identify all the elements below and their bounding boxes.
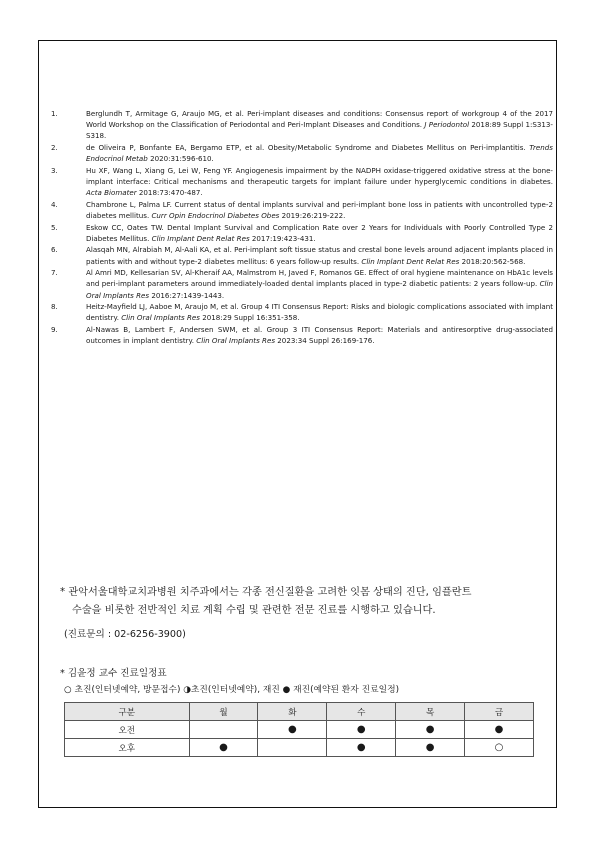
reference-citation: 2018:20:562-568. <box>461 256 526 266</box>
reference-item <box>51 301 553 323</box>
reference-text: Al-Nawas B, Lambert F, Andersen SWM, et al. Group 3 ITI Consensus Report: Materials and antiresorptive drug-associated outcomes in implant dentistry. <box>86 324 553 346</box>
schedule-title: * 김윤정 교수 진료일정표 <box>60 668 167 679</box>
reference-journal: Curr Opin Endocrinol Diabetes Obes <box>151 211 280 220</box>
reference-journal: Clin Implant Dent Relat Res <box>151 233 250 243</box>
reference-text: Hu XF, Wang L, Xiang G, Lei W, Feng YF. Angiogenesis impairment by the NADPH oxidase-triggered oxidative stress at the bone-implant interface: Critical mechanisms and therapeutic targets for implant failure under hyperglycemic conditions in diabetes. <box>86 165 553 186</box>
header-thu: 목 <box>396 703 465 721</box>
reference-text: Chambrone L, Palma LF. Current status of dental implants survival and peri-implant bone loss in patients with uncontrolled type-2 diabetes mellitus. <box>86 199 553 220</box>
reference-text: Eskow CC, Oates TW. Dental Implant Survival and Complication Rate over 2 Years for Individuals with Poorly Controlled Type 2 Diabetes Mellitus. <box>86 222 553 243</box>
reference-item <box>51 267 553 301</box>
schedule-cell: ● <box>396 739 465 757</box>
header-wed: 수 <box>327 703 396 721</box>
row-label: 오후 <box>65 739 190 757</box>
reference-journal: Trends Endocrinol Metab <box>86 143 553 164</box>
reference-citation: 2017:19:423-431. <box>251 233 316 243</box>
header-tue: 화 <box>258 703 327 721</box>
reference-text: Al Amri MD, Kellesarian SV, Al-Kheraif AA, Malmstrom H, Javed F, Romanos GE. Effect of oral hygiene maintenance on HbA1c levels and peri-implant parameters around immediately-loaded dental implants placed in type-2 diabetic patients: 2 years follow-up. <box>86 268 553 289</box>
row-label: 오전 <box>65 721 190 739</box>
notice-line-2: 수술을 비롯한 전반적인 치료 계획 수립 및 관련한 전문 진료를 시행하고 있습니다. <box>72 604 436 616</box>
reference-journal: Acta Biomater <box>86 188 137 198</box>
reference-number: 6. <box>51 245 58 255</box>
reference-number: 9. <box>51 324 58 334</box>
reference-journal: Clin Oral Implants Res <box>121 313 200 323</box>
reference-item <box>51 165 553 199</box>
reference-number: 4. <box>51 199 58 209</box>
header-mon: 월 <box>189 703 258 721</box>
schedule-table <box>64 702 534 757</box>
clinic-notice <box>60 584 550 619</box>
schedule-cell: ● <box>327 739 396 757</box>
reference-citation: 2018:29 Suppl 16:351-358. <box>202 313 300 323</box>
schedule-cell: ● <box>189 739 258 757</box>
schedule-cell: ○ <box>465 739 534 757</box>
reference-citation: 2018:73:470-487. <box>138 188 203 198</box>
reference-text: Berglundh T, Armitage G, Araujo MG, et al. Peri-implant diseases and conditions: Consensus report of workgroup 4 of the 2017 World Workshop on the Classification of Periodontal and Peri-Implant Diseases and Conditions. <box>86 109 553 130</box>
reference-text: Heitz-Mayfield LJ, Aaboe M, Araujo M, et al. Group 4 ITI Consensus Report: Risks and biologic complications associated with implant dentistry. <box>86 302 553 323</box>
reference-number: 1. <box>51 109 58 118</box>
reference-citation: 2018:89 Suppl 1:S313-S318. <box>86 120 553 141</box>
schedule-row-morning <box>65 721 534 739</box>
reference-citation: 2023:34 Suppl 26:169-176. <box>277 336 375 346</box>
reference-journal: J Periodontol <box>424 120 470 130</box>
reference-item <box>51 222 553 244</box>
reference-text: de Oliveira P, Bonfante EA, Bergamo ETP, et al. Obesity/Metabolic Syndrome and Diabetes Mellitus on Peri-implantitis. <box>86 143 526 152</box>
schedule-header-row <box>65 703 534 721</box>
reference-text: Alasqah MN, Alrabiah M, Al-Aali KA, et al. Peri-implant soft tissue status and crestal bone levels around adjacent implants placed in patients with and without type-2 diabetes mellitus: 6 years follow-up results. <box>86 245 553 266</box>
reference-number: 2. <box>51 143 58 152</box>
reference-item <box>51 199 553 221</box>
reference-item <box>51 244 553 266</box>
schedule-cell: ● <box>396 721 465 739</box>
reference-citation: 2019:26:219-222. <box>281 211 346 220</box>
contact-info: (진료문의 : 02-6256-3900) <box>64 629 186 640</box>
schedule-row-afternoon <box>65 739 534 757</box>
reference-citation: 2016:27:1439-1443. <box>151 290 225 300</box>
reference-number: 7. <box>51 268 58 278</box>
reference-item <box>51 324 553 346</box>
reference-item <box>51 108 553 142</box>
schedule-cell <box>189 721 258 739</box>
header-category: 구분 <box>65 703 190 721</box>
schedule-legend: ○ 초진(인터넷예약, 방문접수) ◑초진(인터넷예약), 재진 ● 재진(예약된 환자 진료일정) <box>64 685 400 695</box>
reference-list <box>51 108 553 347</box>
reference-number: 5. <box>51 222 58 232</box>
schedule-cell <box>258 739 327 757</box>
schedule-cell: ● <box>258 721 327 739</box>
reference-journal: Clin Oral Implants Res <box>196 336 276 346</box>
notice-line-1: * 관악서울대학교치과병원 치주과에서는 각종 전신질환을 고려한 잇몸 상태의 진단, 임플란트 <box>60 587 472 598</box>
reference-number: 3. <box>51 165 58 175</box>
reference-item <box>51 142 553 164</box>
reference-journal: Clin Oral Implants Res <box>86 279 553 300</box>
schedule-cell: ● <box>465 721 534 739</box>
reference-citation: 2020:31:596-610. <box>150 154 214 164</box>
reference-journal: Clin Implant Dent Relat Res <box>361 256 460 266</box>
header-fri: 금 <box>465 703 534 721</box>
reference-number: 8. <box>51 302 58 312</box>
schedule-cell: ● <box>327 721 396 739</box>
